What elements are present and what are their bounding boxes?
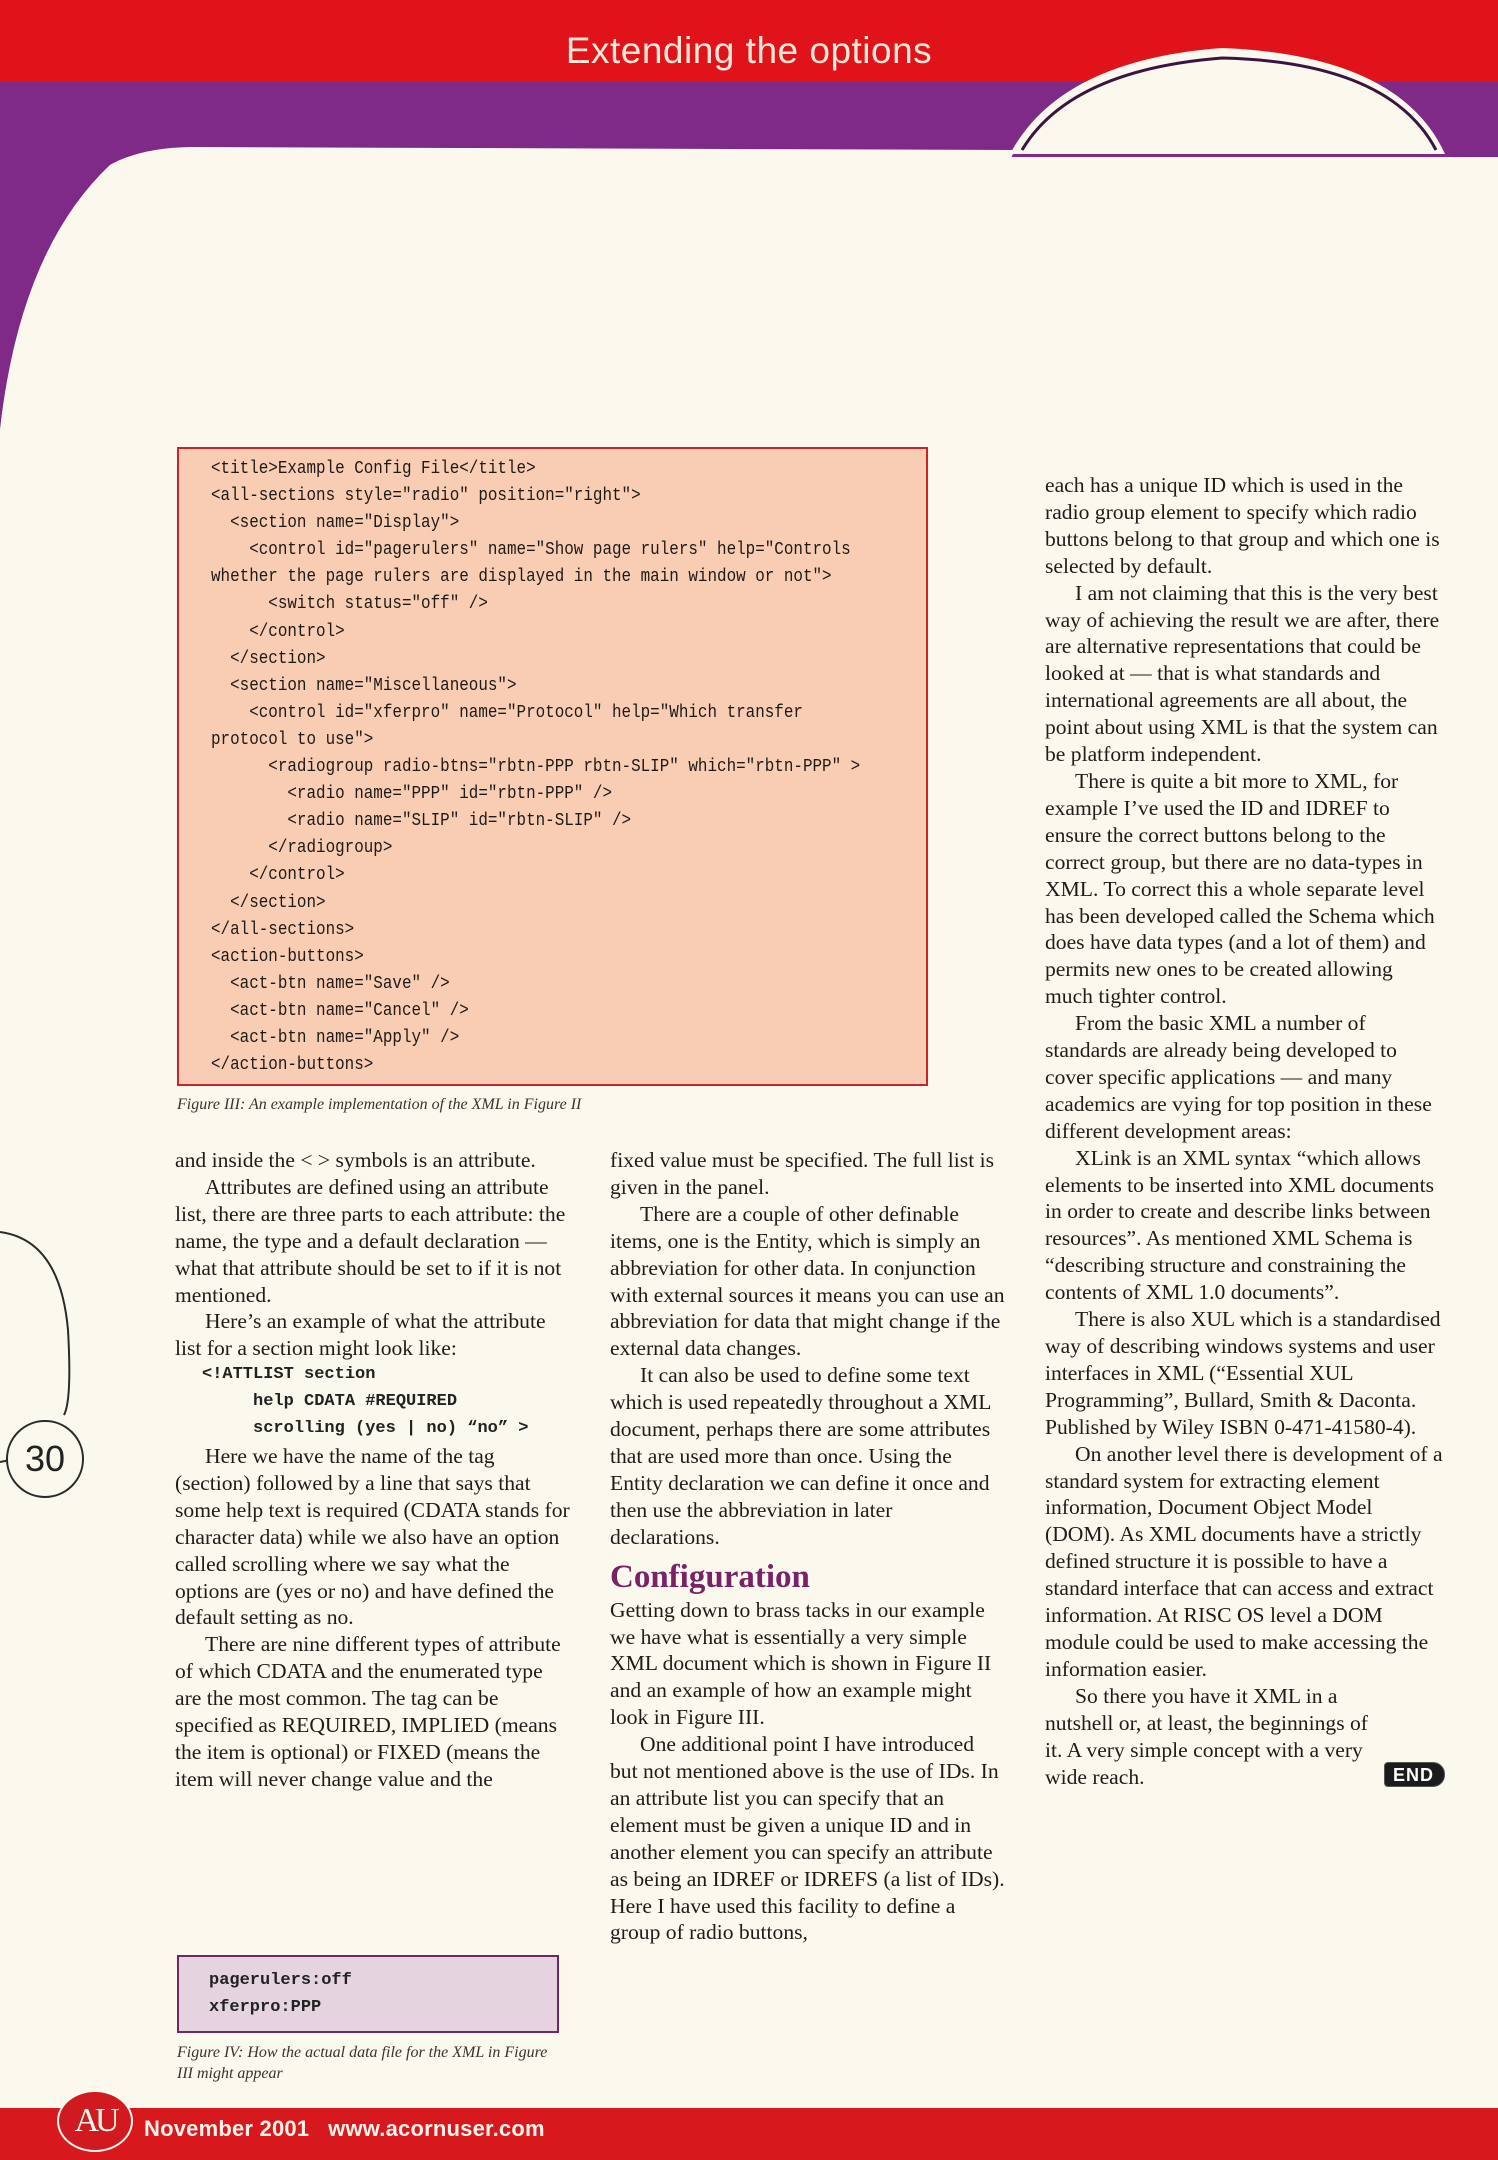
code-line: <radio name="PPP" id="rbtn-PPP" />	[211, 783, 613, 805]
code-line: </radiogroup>	[211, 837, 393, 859]
paragraph: One additional point I have introduced but not mentioned above is the use of IDs. In an attribute list you can specify that an element must be given a unique ID and in another element you can specify an attribute as being an IDREF or IDREFS (a list of IDs). Here I have used this facility to define a group of radio buttons,	[610, 1732, 1005, 1945]
paragraph: Here we have the name of the tag (section) followed by a line that says that some help text is required (CDATA stands for character data) while we also have an option called scrolling where we say what the options are (yes or no) and have defined the default setting as no.	[175, 1443, 570, 1630]
paragraph: From the basic XML a number of standards are already being developed to cover specific applications — and many academics are vying for top position in these different development areas:	[1045, 1011, 1432, 1143]
column-2	[610, 1147, 1005, 1946]
code-line: <radio name="SLIP" id="rbtn-SLIP" />	[211, 810, 632, 832]
code-line: <section name="Display">	[211, 512, 460, 534]
attlist-code-block	[175, 1362, 570, 1443]
paragraph: On another level there is development of a standard system for extracting element information, Document Object Model (DOM). As XML documents have a strictly defined structure it is possible to have a standard interface that can access and extract information. At RISC OS level a DOM module could be used to make accessing the information easier.	[1045, 1441, 1443, 1681]
code-line: <control id="pagerulers" name="Show page rulers" help="Controls	[211, 539, 851, 561]
code-line: <act-btn name="Apply" />	[211, 1026, 460, 1048]
column-3	[1045, 472, 1445, 1790]
figure-3-caption: Figure III: An example implementation of the XML in Figure II	[177, 1096, 582, 1113]
code-line: whether the page rulers are displayed in the main window or not">	[211, 566, 832, 588]
paragraph: I am not claiming that this is the very best way of achieving the result we are after, there are alternative representations that could be looked at — that is what standards and international agreements are all about, the point about using XML is that the system can be platform independent.	[1045, 580, 1440, 767]
paragraph: Getting down to brass tacks in our example we have what is essentially a very simple XML document which is shown in Figure II and an example of how an example might look in Figure III.	[610, 1597, 992, 1730]
code-line: </all-sections>	[211, 918, 355, 940]
page-number: 30	[6, 1420, 84, 1498]
code-line: </control>	[211, 864, 345, 886]
code-line: <section name="Miscellaneous">	[211, 674, 517, 696]
code-line: </control>	[211, 620, 345, 642]
section-heading-configuration: Configuration	[610, 1558, 810, 1595]
paragraph: There is quite a bit more to XML, for example I’ve used the ID and IDREF to ensure the correct buttons belong to the correct group, but there are no data-types in XML. To correct this a whole separate level has been developed called the Schema which does have data types (and a lot of them) and permits new ones to be created allowing much tighter control.	[1045, 768, 1435, 1009]
code-line: protocol to use">	[211, 728, 374, 750]
figure-4-caption: Figure IV: How the actual data file for the XML in Figure III might appear	[177, 2044, 548, 2082]
code-line: <act-btn name="Cancel" />	[211, 999, 469, 1021]
code-line: </action-buttons>	[211, 1054, 374, 1076]
paragraph: Attributes are defined using an attribute list, there are three parts to each attribute: the name, the type and a default declaration — what that attribute should be set to if it is not mentioned.	[175, 1174, 566, 1307]
final-paragraph-wrap	[1045, 1683, 1445, 1791]
paragraph: fixed value must be specified. The full list is given in the panel.	[610, 1148, 995, 1199]
paragraph: Here’s an example of what the attribute list for a section might look like:	[175, 1309, 546, 1361]
code-line: <all-sections style="radio" position="right">	[211, 485, 641, 507]
data-line: pagerulers:off	[209, 1971, 352, 1990]
code-line: <switch status="off" />	[211, 593, 488, 615]
data-line: xferpro:PPP	[209, 1998, 322, 2017]
code-line: <!ATTLIST section	[202, 1365, 376, 1385]
code-line: <title>Example Config File</title>	[211, 458, 536, 479]
figure-4-data-box	[177, 1955, 559, 2033]
paragraph: and inside the < > symbols is an attribute.	[175, 1148, 536, 1172]
acorn-user-logo-icon: AU	[57, 2090, 133, 2152]
paragraph: There are nine different types of attribute of which CDATA and the enumerated type are the most common. The tag can be specified as REQUIRED, IMPLIED (means the item is optional) or FIXED (means the item will never change value and the	[175, 1632, 561, 1791]
code-line: <radiogroup radio-btns="rbtn-PPP rbtn-SLIP" which="rbtn-PPP" >	[211, 756, 861, 778]
code-line: <action-buttons>	[211, 945, 364, 967]
code-line: help CDATA #REQUIRED	[202, 1392, 458, 1412]
code-line: </section>	[211, 891, 326, 913]
code-line: <act-btn name="Save" />	[211, 972, 450, 994]
paragraph: There is also XUL which is a standardised way of describing windows systems and user interfaces in XML (“Essential XUL Programming”, Bullard, Smith & Daconta. Published by Wiley ISBN 0-471-41580-4).	[1045, 1307, 1441, 1439]
code-line: scrolling (yes | no) “no” >	[202, 1419, 529, 1439]
code-line: <control id="xferpro" name="Protocol" help="Which transfer	[211, 701, 803, 723]
footer-issue-and-url: November 2001 www.acornuser.com	[144, 2116, 545, 2141]
paragraph: It can also be used to define some text which is used repeatedly throughout a XML document, perhaps there are some attributes that are used more than once. Using the Entity declaration we can define it once and then use the abbreviation in later declarations.	[610, 1363, 991, 1549]
code-line: </section>	[211, 647, 326, 669]
figure-3-code-box	[177, 447, 928, 1086]
paragraph: each has a unique ID which is used in the radio group element to specify which radio buttons belong to that group and which one is selected by default.	[1045, 473, 1440, 578]
paragraph: So there you have it XML in a nutshell or, at least, the beginnings of it. A very simple concept with a very wide reach.	[1045, 1683, 1368, 1789]
column-1	[175, 1147, 570, 1793]
paragraph: XLink is an XML syntax “which allows elements to be inserted into XML documents in order to create and describe links between resources”. As mentioned XML Schema is “describing structure and constraining the contents of XML 1.0 documents”.	[1045, 1145, 1435, 1305]
page-header-title: Extending the options	[565, 30, 933, 71]
end-badge: END	[1384, 1762, 1445, 1787]
paragraph: There are a couple of other definable items, one is the Entity, which is simply an abbreviation for other data. In conjunction with external sources it means you can use an abbreviation for data that might change if the external data changes.	[610, 1201, 1005, 1361]
